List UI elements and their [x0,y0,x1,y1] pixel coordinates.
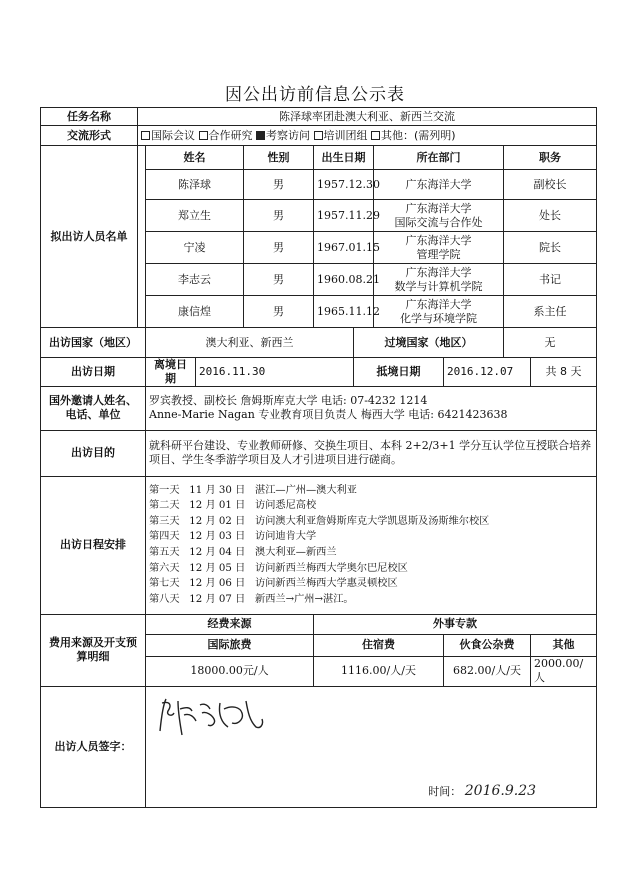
signature-label: 出访人员签字： [41,686,146,807]
member-birth: 1957.12.30 [314,170,374,200]
col-lodging: 住宿费 [314,634,444,656]
schedule-label: 出访日程安排 [41,476,146,614]
member-position: 系主任 [504,296,597,328]
task-label: 任务名称 [41,108,138,126]
member-position: 书记 [504,264,597,296]
member-dept: 广东海洋大学 管理学院 [374,232,504,264]
val-lodging: 1116.00/人/天 [314,656,444,686]
member-name: 宁凌 [146,232,244,264]
member-name: 陈泽球 [146,170,244,200]
list-item: 第八天 12 月 07 日 新西兰→广州→湛江。 [149,593,354,605]
list-item: 第五天 12 月 04 日 澳大利亚—新西兰 [149,547,337,558]
member-birth: 1965.11.12 [314,296,374,328]
col-meals: 伙食公杂费 [444,634,531,656]
val-meals: 682.00/人/天 [444,656,531,686]
member-position: 院长 [504,232,597,264]
option-training: 培训团组 [314,129,368,142]
checkbox-icon [371,131,380,140]
host-line-2: Anne-Marie Nagan 专业教育项目负责人 梅西大学 电话: 6421423638 [149,408,508,421]
list-item: 第一天 11 月 30 日 湛江—广州—澳大利亚 [149,484,357,496]
option-meeting: 国际会议 [141,129,195,142]
checkbox-icon [314,131,323,140]
col-travel: 国际旅费 [146,634,314,656]
member-name: 郑立生 [146,200,244,232]
exchange-label: 交流形式 [41,126,138,146]
header-position: 职务 [504,146,597,170]
member-dept: 广东海洋大学 [374,170,504,200]
member-gender: 男 [244,296,314,328]
host-label: 国外邀请人姓名、电话、单位 [41,386,146,430]
member-position: 副校长 [504,170,597,200]
option-other: 其他：(需列明) [371,129,456,142]
host-value [146,386,597,430]
header-gender: 性别 [244,146,314,170]
member-gender: 男 [244,264,314,296]
val-other: 2000.00/人 [531,656,597,686]
days-count: 共 8 天 [531,358,597,387]
country-value: 澳大利亚、新西兰 [146,328,354,358]
member-name: 康信煌 [146,296,244,328]
dates-label: 出访日期 [41,358,146,387]
member-position: 处长 [504,200,597,232]
list-item: 第六天 12 月 05 日 访问新西兰梅西大学奥尔巴尼校区 [149,562,408,574]
option-research: 合作研究 [199,129,253,142]
time-value: 2016.9.23 [464,783,537,799]
list-item: 第四天 12 月 03 日 访问迪肯大学 [149,531,317,543]
return-label: 抵境日期 [354,358,444,387]
host-line-1: 罗宾教授、副校长 詹姆斯库克大学 电话: 07-4232 1214 [149,394,428,408]
handwritten-signature [152,691,272,741]
member-name: 李志云 [146,264,244,296]
member-dept: 广东海洋大学 国际交流与合作处 [374,200,504,232]
return-date: 2016.12.07 [444,358,531,387]
member-gender: 男 [244,170,314,200]
task-value: 陈泽球率团赴澳大利亚、新西兰交流 [138,108,597,126]
page-title: 因公出访前信息公示表 [225,85,405,105]
member-gender: 男 [244,200,314,232]
member-gender: 男 [244,232,314,264]
country-label: 出访国家（地区） [41,328,146,358]
member-birth: 1967.01.15 [314,232,374,264]
header-birth: 出生日期 [314,146,374,170]
members-label: 拟出访人员名单 [41,146,138,328]
member-birth: 1960.08.21 [314,264,374,296]
depart-label: 离境日期 [146,358,196,387]
member-birth: 1957.11.29 [314,200,374,232]
budget-source-header: 经费来源 [146,614,314,634]
time-label: 时间： [428,785,462,798]
checked-checkbox-icon [256,131,265,140]
member-dept: 广东海洋大学 化学与环境学院 [374,296,504,328]
transit-label: 过境国家（地区） [354,328,504,358]
transit-value: 无 [504,328,597,358]
purpose-text: 就科研平台建设、专业教师研修、交换生项目、本科 2+2/3+1 学分互认学位互授联合培养项目、学生冬季游学项目及人才引进项目进行磋商。 [146,430,597,476]
checkbox-icon [199,131,208,140]
signature-area [146,686,597,807]
list-item: 第三天 12 月 02 日 访问澳大利亚詹姆斯库克大学凯恩斯及汤斯维尔校区 [149,515,490,527]
budget-foreign-header: 外事专款 [314,614,597,634]
col-other: 其他 [531,634,597,656]
val-travel: 18000.00元/人 [146,656,314,686]
header-name: 姓名 [146,146,244,170]
list-item: 第七天 12 月 06 日 访问新西兰梅西大学惠灵顿校区 [149,578,398,590]
option-visit: 考察访问 [256,129,310,142]
budget-label: 费用来源及开支预算明细 [41,614,146,686]
exchange-options [138,126,597,146]
depart-date: 2016.11.30 [196,358,354,387]
schedule-list [146,476,597,614]
purpose-label: 出访目的 [41,430,146,476]
header-dept: 所在部门 [374,146,504,170]
signature-time [428,783,536,801]
member-dept: 广东海洋大学 数学与计算机学院 [374,264,504,296]
checkbox-icon [141,131,150,140]
info-form [40,107,597,808]
list-item: 第二天 12 月 01 日 访问悉尼高校 [149,500,317,512]
